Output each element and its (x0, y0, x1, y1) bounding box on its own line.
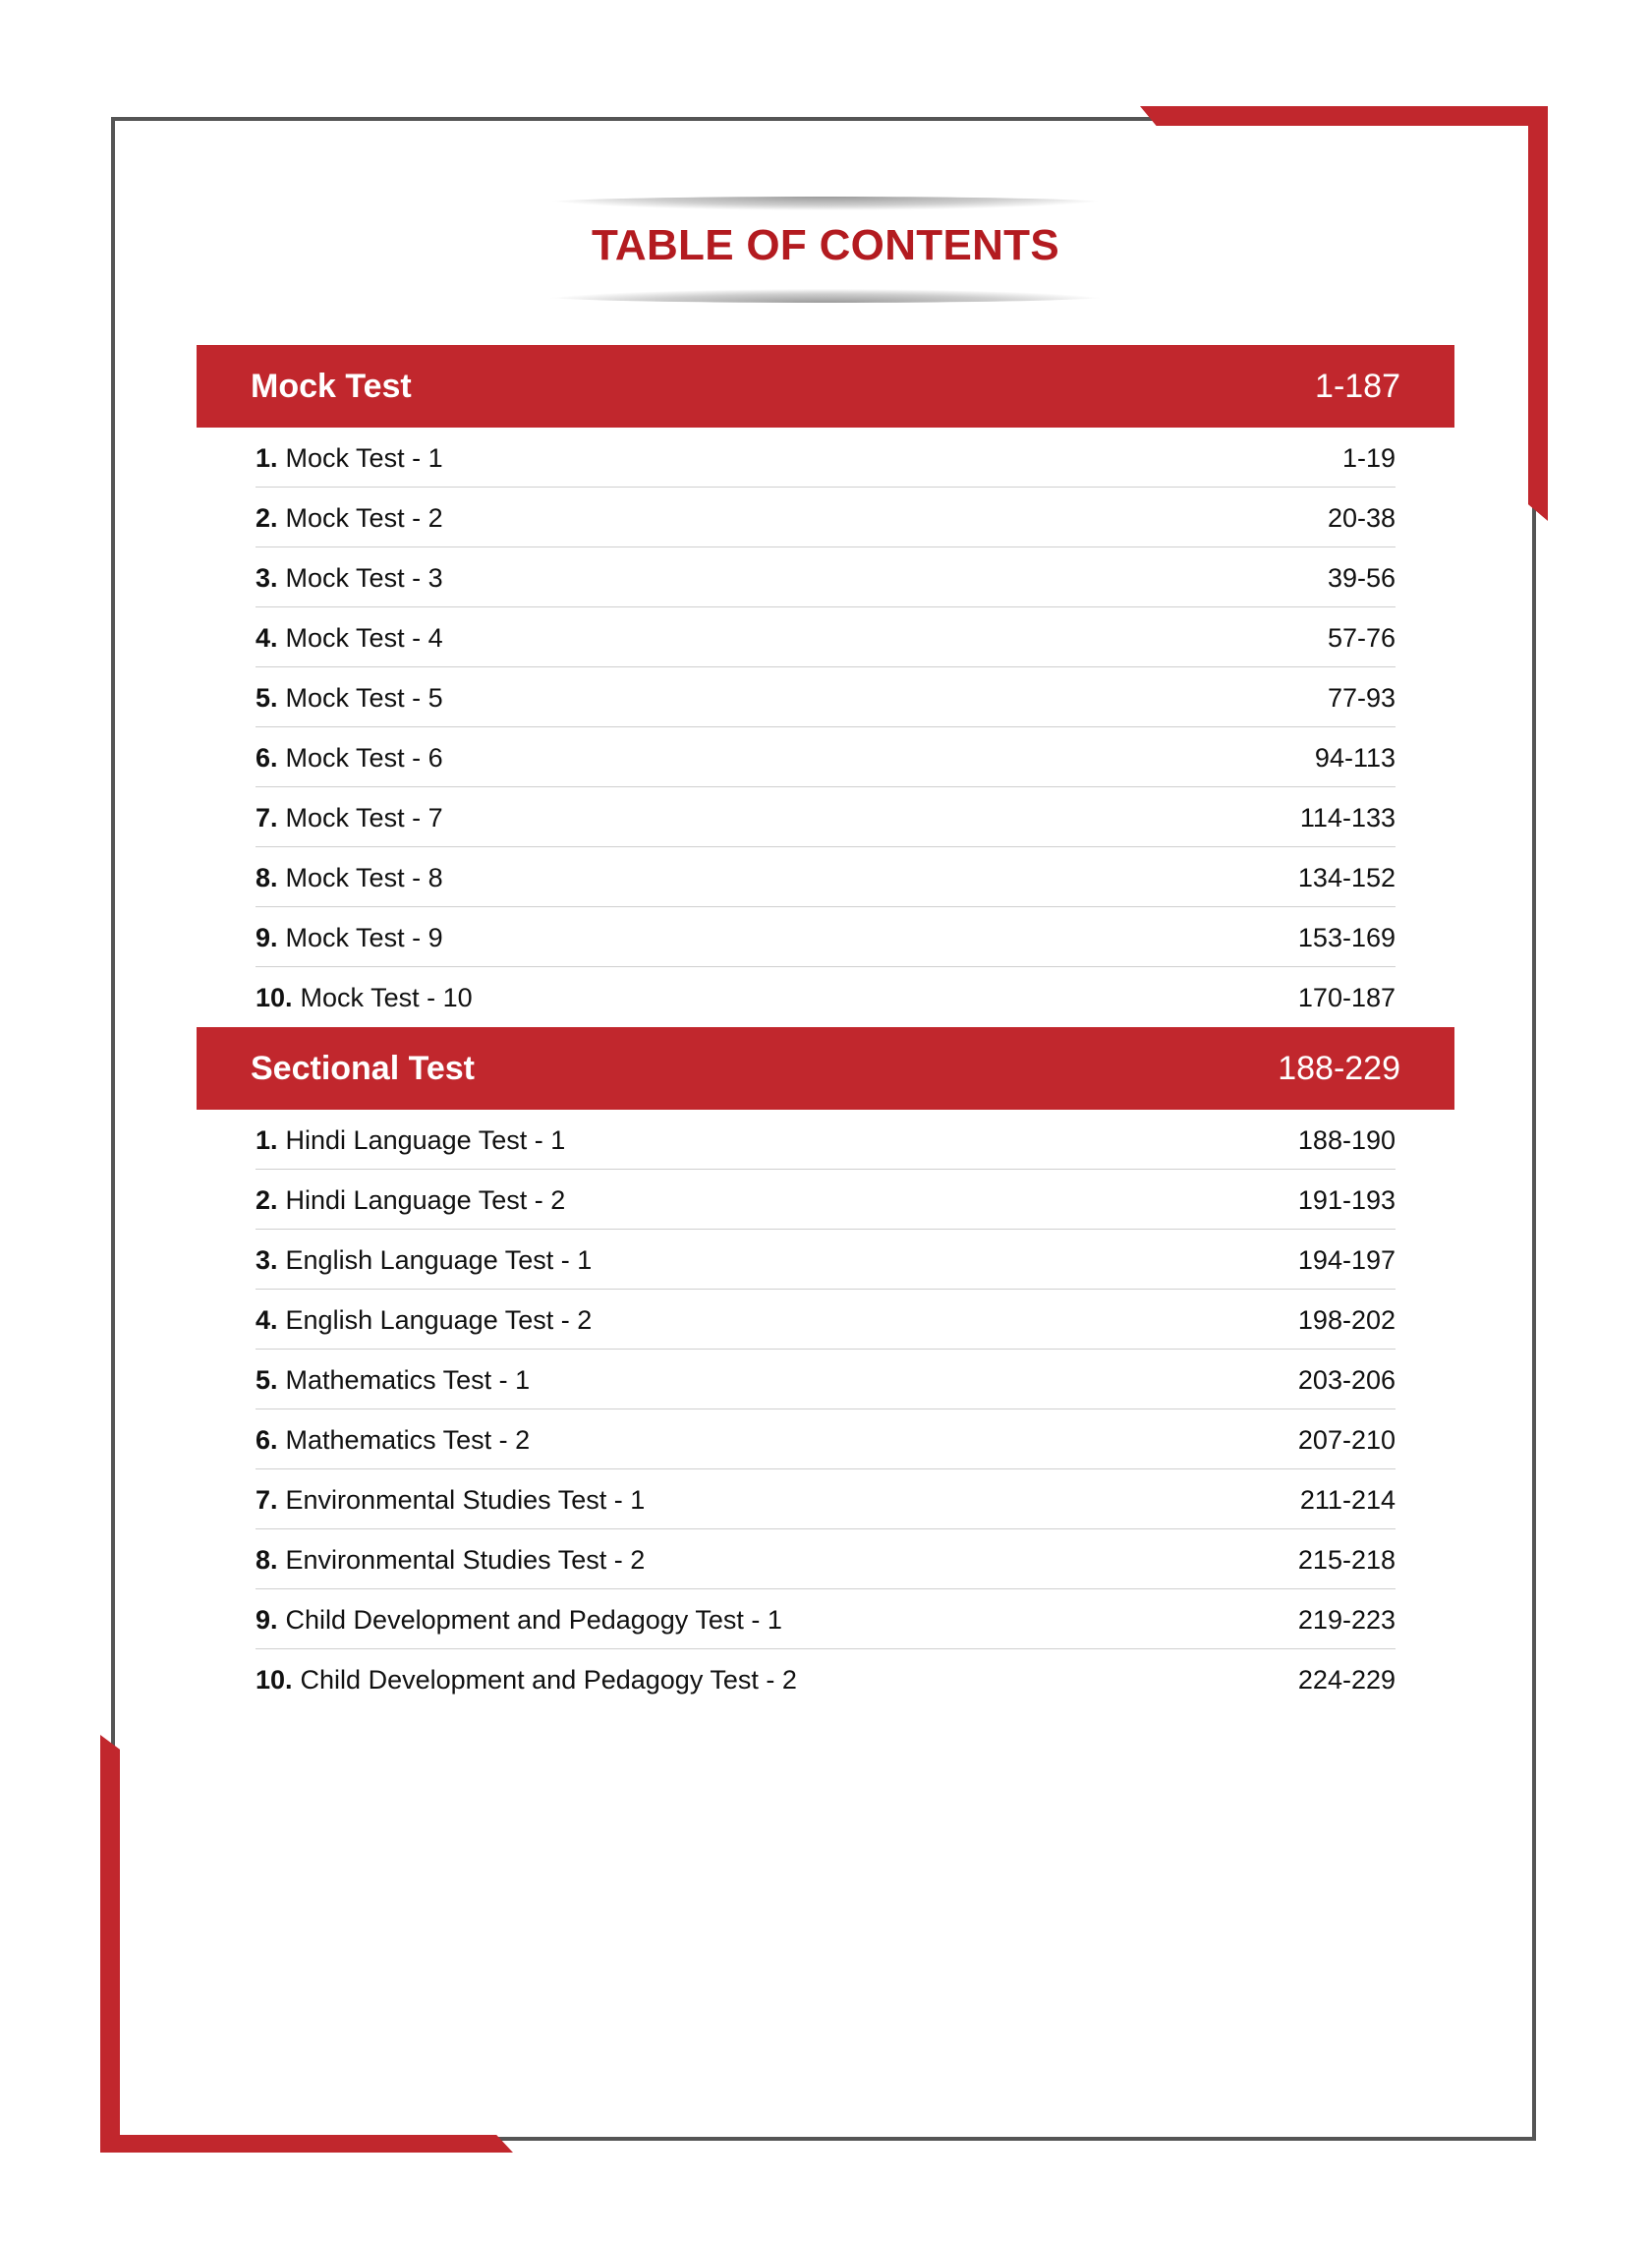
toc-entry[interactable] (256, 1350, 1396, 1409)
entry-number: 1. (256, 1124, 278, 1155)
entry-pages: 198-202 (1297, 1304, 1396, 1335)
entry-number: 9. (256, 1604, 278, 1635)
entry-number: 3. (256, 562, 278, 593)
section-header (197, 1027, 1454, 1110)
entry-pages: 207-210 (1297, 1424, 1396, 1455)
entry-label: Mock Test - 1 (285, 442, 443, 473)
toc-entry[interactable] (256, 1110, 1396, 1170)
corner-accent-bottom-left (100, 2135, 513, 2153)
entry-title (256, 503, 443, 534)
entry-number: 9. (256, 922, 278, 952)
title-divider-bottom (536, 289, 1115, 303)
entry-label: Hindi Language Test - 2 (285, 1184, 566, 1215)
entry-title (256, 443, 443, 474)
entry-number: 8. (256, 862, 278, 892)
entry-label: Hindi Language Test - 1 (285, 1124, 566, 1155)
entry-number: 7. (256, 1484, 278, 1515)
entry-pages: 114-133 (1299, 802, 1396, 833)
entry-pages: 219-223 (1297, 1604, 1396, 1635)
section-sectional-test (197, 1027, 1454, 1709)
title-banner (536, 197, 1115, 303)
entry-title (256, 863, 443, 893)
entry-pages: 1-19 (1341, 442, 1396, 473)
entry-number: 7. (256, 802, 278, 833)
entry-label: Environmental Studies Test - 2 (285, 1544, 646, 1575)
toc-entry[interactable] (256, 787, 1396, 847)
entry-title (256, 1425, 530, 1456)
entry-label: Environmental Studies Test - 1 (285, 1484, 646, 1515)
entry-pages: 94-113 (1314, 742, 1396, 773)
entry-label: Mock Test - 10 (300, 983, 473, 1012)
entry-label: English Language Test - 2 (285, 1304, 593, 1335)
entry-pages: 170-187 (1297, 983, 1396, 1012)
entry-title (256, 1365, 530, 1396)
entry-number: 5. (256, 1364, 278, 1395)
entry-title (256, 923, 443, 953)
entry-pages: 203-206 (1297, 1364, 1396, 1395)
entry-label: Mock Test - 8 (285, 862, 443, 892)
entry-number: 2. (256, 502, 278, 533)
entry-label: English Language Test - 1 (285, 1244, 593, 1275)
entry-title (256, 983, 473, 1013)
entry-number: 3. (256, 1244, 278, 1275)
entry-title (256, 623, 443, 654)
section-mock-test (197, 345, 1454, 1027)
entry-number: 6. (256, 742, 278, 773)
entry-label: Child Development and Pedagogy Test - 2 (300, 1665, 797, 1695)
entry-number: 5. (256, 682, 278, 713)
toc-entry[interactable] (256, 667, 1396, 727)
corner-accent-top-right (1140, 106, 1548, 126)
entry-title (256, 1665, 797, 1696)
entry-label: Mock Test - 9 (285, 922, 443, 952)
toc-entry[interactable] (256, 1170, 1396, 1230)
toc-entry[interactable] (256, 727, 1396, 787)
entry-number: 6. (256, 1424, 278, 1455)
toc-list (256, 1110, 1396, 1709)
toc-entry[interactable] (256, 1589, 1396, 1649)
entry-number: 1. (256, 442, 278, 473)
entry-label: Mock Test - 6 (285, 742, 443, 773)
entry-pages: 57-76 (1327, 622, 1396, 653)
section-title: Mock Test (251, 367, 412, 405)
section-page-range: 188-229 (1278, 1049, 1400, 1087)
entry-pages: 194-197 (1297, 1244, 1396, 1275)
corner-accent-top-right-vertical (1528, 106, 1548, 521)
entry-pages: 134-152 (1297, 862, 1396, 892)
entry-title (256, 1185, 565, 1216)
toc-entry[interactable] (256, 907, 1396, 967)
toc-entry[interactable] (256, 488, 1396, 547)
entry-label: Mathematics Test - 2 (285, 1424, 531, 1455)
title-divider-top (536, 197, 1115, 210)
toc-entry[interactable] (256, 1230, 1396, 1290)
entry-title (256, 1305, 592, 1336)
toc-entry[interactable] (256, 547, 1396, 607)
section-title: Sectional Test (251, 1049, 475, 1087)
entry-pages: 77-93 (1327, 682, 1396, 713)
toc-entry[interactable] (256, 847, 1396, 907)
entry-pages: 211-214 (1299, 1484, 1396, 1515)
entry-title (256, 1545, 645, 1576)
entry-pages: 191-193 (1297, 1184, 1396, 1215)
entry-label: Mock Test - 2 (285, 502, 443, 533)
entry-label: Mathematics Test - 1 (285, 1364, 531, 1395)
section-page-range: 1-187 (1315, 367, 1400, 405)
toc-entry[interactable] (256, 1649, 1396, 1709)
page-title: TABLE OF CONTENTS (591, 221, 1060, 269)
entry-title (256, 683, 443, 714)
toc-entry[interactable] (256, 1290, 1396, 1350)
entry-title (256, 743, 443, 774)
toc-list (256, 428, 1396, 1027)
entry-number: 10. (256, 983, 293, 1012)
entry-title (256, 1245, 592, 1276)
entry-number: 2. (256, 1184, 278, 1215)
entry-number: 4. (256, 1304, 278, 1335)
entry-number: 8. (256, 1544, 278, 1575)
entry-title (256, 1485, 645, 1516)
entry-label: Mock Test - 3 (285, 562, 443, 593)
toc-entry[interactable] (256, 1529, 1396, 1589)
entry-number: 10. (256, 1665, 293, 1695)
entry-label: Mock Test - 4 (285, 622, 443, 653)
entry-pages: 215-218 (1297, 1544, 1396, 1575)
entry-pages: 39-56 (1327, 562, 1396, 593)
entry-label: Child Development and Pedagogy Test - 1 (285, 1604, 782, 1635)
corner-accent-bottom-left-vertical (100, 1735, 120, 2153)
entry-title (256, 803, 443, 834)
entry-title (256, 1605, 782, 1636)
toc-entry[interactable] (256, 967, 1396, 1027)
entry-title (256, 563, 443, 594)
toc-entry[interactable] (256, 607, 1396, 667)
section-header (197, 345, 1454, 428)
entry-title (256, 1125, 565, 1156)
toc-entry[interactable] (256, 428, 1396, 488)
entry-label: Mock Test - 7 (285, 802, 443, 833)
entry-pages: 188-190 (1297, 1124, 1396, 1155)
entry-pages: 224-229 (1297, 1665, 1396, 1695)
toc-entry[interactable] (256, 1409, 1396, 1469)
entry-pages: 20-38 (1327, 502, 1396, 533)
entry-number: 4. (256, 622, 278, 653)
toc-entry[interactable] (256, 1469, 1396, 1529)
entry-label: Mock Test - 5 (285, 682, 443, 713)
entry-pages: 153-169 (1297, 922, 1396, 952)
